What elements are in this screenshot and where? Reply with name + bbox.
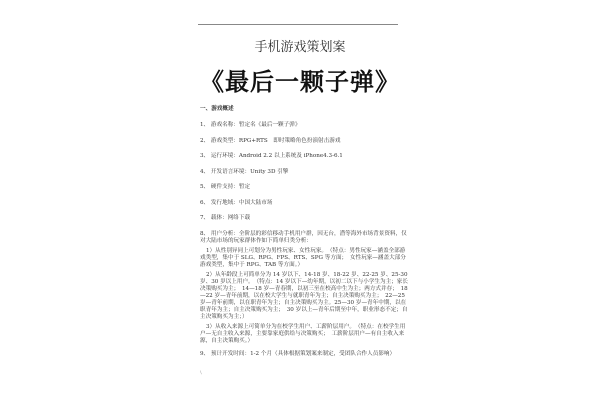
list-item: 2、 游戏类型：RPG+RTS 即时策略角色扮演射击游戏 <box>200 137 341 144</box>
list-item: 1、 游戏名称：暂定名《最后一颗子弹》 <box>200 122 301 128</box>
list-item: 5、 硬件支持：暂定 <box>200 184 251 190</box>
user-analysis-gender: 1）从性别异同上可划分为男性玩家、女性玩家。 （特点：男性玩家—涵盖全部游戏类型，集中于 SLG、RPG、FPS、RTS、SPG 等方面； 女性玩家—涵盖大部分游戏类型，集中于 RPG、TAB 等方面。） <box>200 247 406 268</box>
user-analysis-age: 2）从年龄段上可简单分为 14 岁以下、14-18 岁、18-22 岁、22-25 岁、25-30 岁、30 岁以上用户。 （特点：14 岁以下—幼年期，以初二以下与小学生为主；家长决策购买为主； 14—18 岁—青春期，以初三至在校高中生为主；两方式并存； 18—22 岁—青年前期，以在校大学生与就职青年为主；自主决策购买为主； 22—25 岁—青年前期，以在职青年为主；自主决策购买为主。25—30 岁—青年中期，以在职青年为主；自主决策购买为主； 30 岁以上—青年后期至中年，职业形态不定；自主决策购买为主；） <box>200 271 408 320</box>
user-analysis-lead: 8、 用户分析：全阶层的彩信移动手机用户群，因无台，潜等海外市场背景资料，仅对大陆市场的玩家群体作如下简单归类分析： <box>200 230 407 244</box>
list-item: 6、 发行地域：中国大陆市场 <box>200 199 273 206</box>
user-analysis-income: 3）从收入来源上可简单分为在校学生用户、工薪阶层用户。 （特点：在校学生用户—无自主收入来源，主要靠家庭供给与决策购买； 工薪阶层用户—有自主收入来源，自主决策购买。） <box>200 323 406 344</box>
page-mark: \ <box>200 370 202 376</box>
list-item: 7、 载体：网络下载 <box>200 215 251 221</box>
document-body <box>200 106 410 366</box>
list-item: 3、 运行环境：Android 2.2 以上系统及 iPhone4.3-6.1 <box>200 153 343 159</box>
section-heading: 一、游戏概述 <box>200 106 234 112</box>
list-item: 4、 开发语言环境：Unity 3D 引擎 <box>200 168 289 175</box>
document-header: 手机游戏策划案 <box>254 40 346 55</box>
header-rule <box>198 24 398 25</box>
document-title: 《最后一颗子弹》 <box>200 67 400 96</box>
list-item-dev-time: 9、 预计开发时间：1-2 个月（具体根据策划案来制定，受团队合作人员影响） <box>200 350 396 357</box>
